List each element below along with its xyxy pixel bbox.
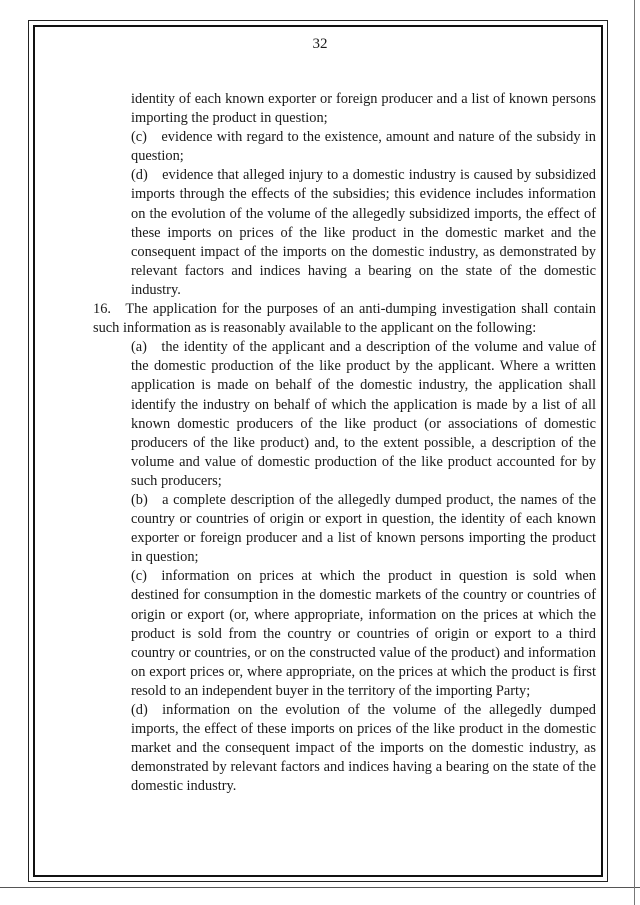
page-number: 32 [312, 36, 328, 52]
paragraph-c-price-information: (c) information on prices at which the product in question is sold when destined for consumption in the domestic markets of the country or countries of origin or export (or, where appropriate, information on the prices at which the product is sold from the country or countries of origin or export to a third country or countries, or on the constructed value of the product) and information on export prices or, where appropriate, on the prices at which the product is first resold to an independent buyer in the territory of the importing Party; [131, 568, 596, 699]
paragraph-b-product-description: (b) a complete description of the allegedly dumped product, the names of the country or countries of origin or export in question, the identity of each known exporter or foreign producer and a list of known persons importing the product in question; [131, 491, 596, 566]
paragraph-16-application: 16. The application for the purposes of an anti-dumping investigation shall contain such information as is reasonably available to the applicant on the following: [93, 301, 596, 337]
paragraph-d-injury-evidence: (d) evidence that alleged injury to a domestic industry is caused by subsidized imports through the effects of the subsidies; this evidence includes information on the evolution of the volume of the allegedly subsidized imports, the effect of these imports on prices of the like product in the domestic market and the consequent impact of the imports on the domestic industry, as demonstrated by relevant factors and indices having a bearing on the state of the domestic industry. [131, 167, 596, 298]
bottom-rule [0, 887, 640, 888]
paragraph-exporter-identity-continued: identity of each known exporter or foreign producer and a list of known persons importing the product in question; [131, 91, 596, 127]
document-body [93, 90, 596, 796]
paragraph-a-applicant-identity: (a) the identity of the applicant and a description of the volume and value of the domestic production of the like product by the applicant. Where a written application is made on behalf of the domestic industry, the application shall identify the industry on behalf of which the application is made by a list of all known domestic producers of the like product (or associations of domestic producers of the like product) and, to the extent possible, a description of the volume and value of domestic production of the like product accounted for by such producers; [131, 339, 596, 489]
right-edge-rule [634, 0, 635, 905]
paragraph-d-dumped-imports-evolution: (d) information on the evolution of the volume of the allegedly dumped imports, the effect of these imports on prices of the like product in the domestic market and the consequent impact of the imports on the domestic industry, as demonstrated by relevant factors and indices having a bearing on the state of the domestic industry. [131, 702, 596, 795]
paragraph-c-subsidy-evidence: (c) evidence with regard to the existence, amount and nature of the subsidy in question; [131, 129, 596, 165]
